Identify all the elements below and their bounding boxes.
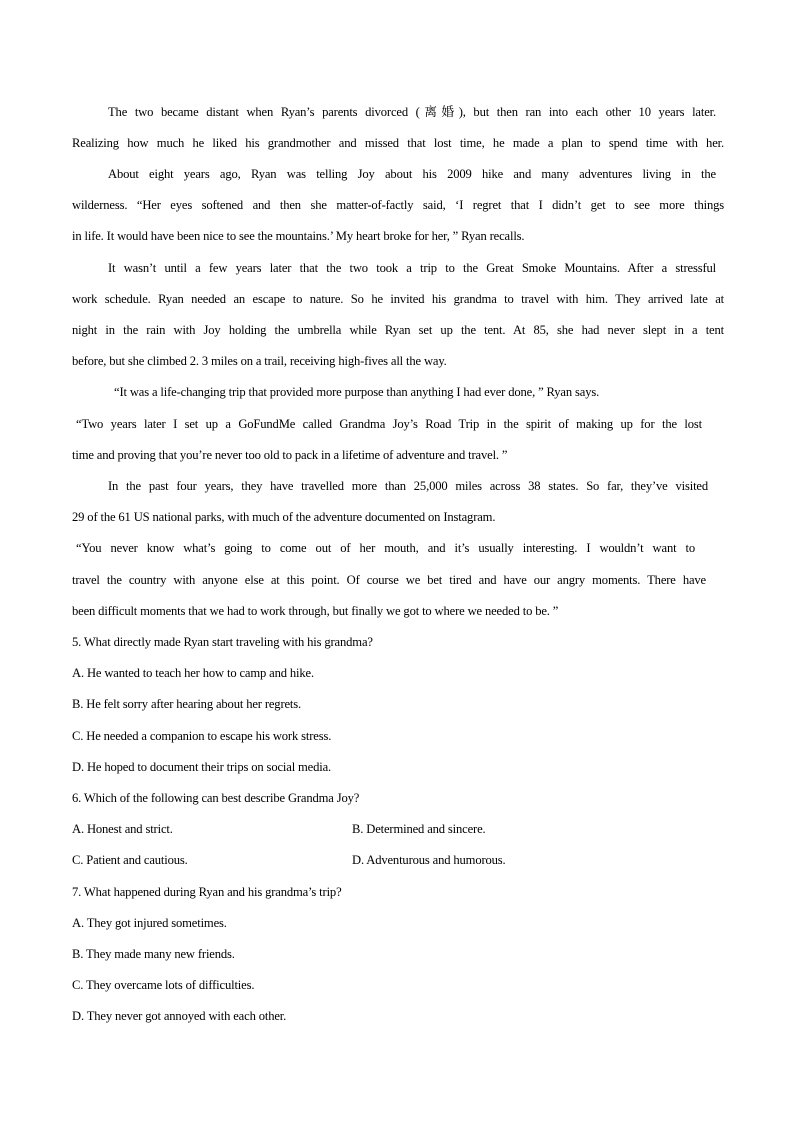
answer-option[interactable]: B. Determined and sincere. (352, 822, 486, 836)
passage-line: before, but she climbed 2. 3 miles on a trail, receiving high-fives all the way. (72, 354, 447, 368)
passage-line: “You never know what’s going to come out of her mouth, and it’s usually interesting. I wouldn’t want to (76, 541, 695, 555)
passage-line: time and proving that you’re never too old to pack in a lifetime of adventure and travel. ” (72, 448, 508, 462)
passage-line: travel the country with anyone else at this point. Of course we bet tired and have our angry moments. There have (72, 573, 706, 587)
question-stem: 5. What directly made Ryan start traveling with his grandma? (72, 635, 373, 649)
answer-option[interactable]: C. They overcame lots of difficulties. (72, 978, 255, 992)
passage-line: wilderness. “Her eyes softened and then she matter-of-factly said, ‘I regret that I didn’t get to see more things (72, 198, 724, 212)
passage-line: Realizing how much he liked his grandmother and missed that lost time, he made a plan to spend time with her. (72, 136, 724, 150)
passage-line: It wasn’t until a few years later that the two took a trip to the Great Smoke Mountains. After a stressful (108, 261, 716, 275)
answer-option[interactable]: B. They made many new friends. (72, 947, 235, 961)
question-stem: 6. Which of the following can best describe Grandma Joy? (72, 791, 360, 805)
answer-option[interactable]: D. They never got annoyed with each other. (72, 1009, 287, 1023)
answer-option[interactable]: A. They got injured sometimes. (72, 916, 227, 930)
answer-option[interactable]: C. Patient and cautious. (72, 853, 188, 867)
passage-line: night in the rain with Joy holding the umbrella while Ryan set up the tent. At 85, she had never slept in a tent (72, 323, 724, 337)
passage-line: in life. It would have been nice to see the mountains.’ My heart broke for her, ” Ryan recalls. (72, 229, 525, 243)
passage-line: been difficult moments that we had to work through, but finally we got to where we needed to be. ” (72, 604, 559, 618)
passage-line: About eight years ago, Ryan was telling Joy about his 2009 hike and many adventures living in the (108, 167, 716, 181)
passage-line: “Two years later I set up a GoFundMe called Grandma Joy’s Road Trip in the spirit of making up for the lost (76, 417, 702, 431)
answer-option[interactable]: D. He hoped to document their trips on social media. (72, 760, 332, 774)
passage-line: work schedule. Ryan needed an escape to nature. So he invited his grandma to travel with him. They arrived late at (72, 292, 724, 306)
answer-option[interactable]: B. He felt sorry after hearing about her regrets. (72, 697, 302, 711)
passage-line: “It was a life-changing trip that provided more purpose than anything I had ever done, ” Ryan says. (114, 385, 600, 399)
answer-option[interactable]: D. Adventurous and humorous. (352, 853, 506, 867)
passage-line: 29 of the 61 US national parks, with much of the adventure documented on Instagram. (72, 510, 496, 524)
answer-option[interactable]: C. He needed a companion to escape his work stress. (72, 729, 332, 743)
passage-line: In the past four years, they have travelled more than 25,000 miles across 38 states. So far, they’ve visited (108, 479, 708, 493)
passage-line: The two became distant when Ryan’s parents divorced (离婚), but then ran into each other 10 years later. (108, 105, 716, 119)
question-stem: 7. What happened during Ryan and his grandma’s trip? (72, 885, 342, 899)
answer-option[interactable]: A. He wanted to teach her how to camp and hike. (72, 666, 314, 680)
answer-option[interactable]: A. Honest and strict. (72, 822, 173, 836)
